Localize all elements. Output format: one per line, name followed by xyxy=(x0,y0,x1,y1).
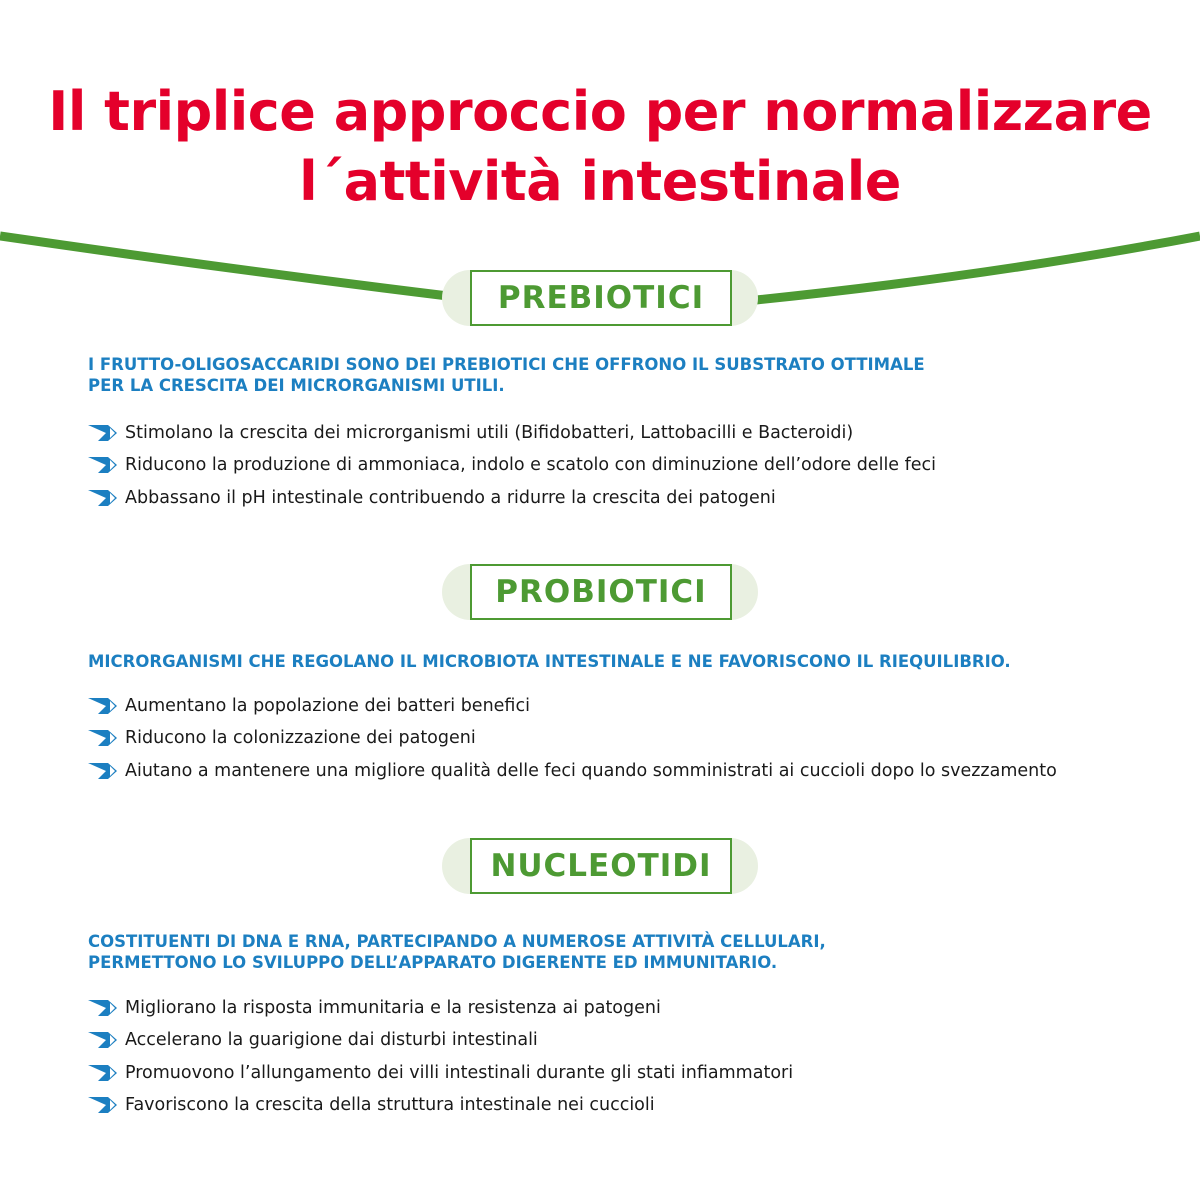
section-badge-label: PROBIOTICI xyxy=(470,564,732,620)
list-item-text: Aiutano a mantenere una migliore qualità delle feci quando somministrati ai cuccioli dopo lo svezzamento xyxy=(125,760,1057,781)
list-item xyxy=(88,417,936,449)
list-item-text: Migliorano la risposta immunitaria e la resistenza ai patogeni xyxy=(125,998,661,1019)
list-item-text: Favoriscono la crescita della struttura intestinale nei cuccioli xyxy=(125,1095,655,1116)
chevron-arrow-icon xyxy=(88,1031,122,1049)
page-title-line-1: Il triplice approccio per normalizzare xyxy=(48,80,1152,143)
section-badge xyxy=(442,838,758,894)
chevron-arrow-icon xyxy=(88,456,122,474)
bullet-list xyxy=(88,690,1057,787)
chevron-arrow-icon xyxy=(88,762,122,780)
section-intro-line: I FRUTTO-OLIGOSACCARIDI SONO DEI PREBIOTICI CHE OFFRONO IL SUBSTRATO OTTIMALE xyxy=(88,355,925,374)
chevron-arrow-icon xyxy=(88,489,122,507)
list-item-text: Riducono la produzione di ammoniaca, indolo e scatolo con diminuzione dell’odore delle feci xyxy=(125,455,937,476)
list-item-text: Abbassano il pH intestinale contribuendo a ridurre la crescita dei patogeni xyxy=(125,487,776,508)
list-item-text: Aumentano la popolazione dei batteri benefici xyxy=(125,696,530,717)
list-item xyxy=(88,690,1057,722)
list-item xyxy=(88,755,1057,787)
list-item-text: Stimolano la crescita dei microrganismi utili (Bifidobatteri, Lattobacilli e Bacteroidi) xyxy=(125,423,854,444)
bullet-list xyxy=(88,417,936,514)
section-intro-line: PER LA CRESCITA DEI MICRORGANISMI UTILI. xyxy=(88,376,505,395)
list-item xyxy=(88,992,793,1024)
section-intro-line: MICRORGANISMI CHE REGOLANO IL MICROBIOTA INTESTINALE E NE FAVORISCONO IL RIEQUILIBRIO. xyxy=(88,652,1011,671)
chevron-arrow-icon xyxy=(88,424,122,442)
chevron-arrow-icon xyxy=(88,1096,122,1114)
list-item xyxy=(88,1057,793,1089)
list-item-text: Riducono la colonizzazione dei patogeni xyxy=(125,728,476,749)
list-item-text: Promuovono l’allungamento dei villi intestinali durante gli stati infiammatori xyxy=(125,1062,794,1083)
chevron-arrow-icon xyxy=(88,999,122,1017)
list-item xyxy=(88,1089,793,1121)
list-item xyxy=(88,722,1057,754)
list-item-text: Accelerano la guarigione dai disturbi intestinali xyxy=(125,1030,538,1051)
page-title-line-2: l´attività intestinale xyxy=(299,150,901,213)
section-badge xyxy=(442,564,758,620)
bullet-list xyxy=(88,992,793,1121)
section-intro xyxy=(88,354,1128,396)
list-item xyxy=(88,482,936,514)
section-intro-line: PERMETTONO LO SVILUPPO DELL’APPARATO DIGERENTE ED IMMUNITARIO. xyxy=(88,953,778,972)
chevron-arrow-icon xyxy=(88,697,122,715)
section-intro xyxy=(88,651,1128,672)
section-badge-label: PREBIOTICI xyxy=(470,270,732,326)
section-intro xyxy=(88,931,1128,973)
list-item xyxy=(88,449,936,481)
section-badge-label: NUCLEOTIDI xyxy=(470,838,732,894)
list-item xyxy=(88,1024,793,1056)
section-intro-line: COSTITUENTI DI DNA E RNA, PARTECIPANDO A NUMEROSE ATTIVITÀ CELLULARI, xyxy=(88,932,826,951)
section-badge xyxy=(442,270,758,326)
chevron-arrow-icon xyxy=(88,1064,122,1082)
chevron-arrow-icon xyxy=(88,729,122,747)
